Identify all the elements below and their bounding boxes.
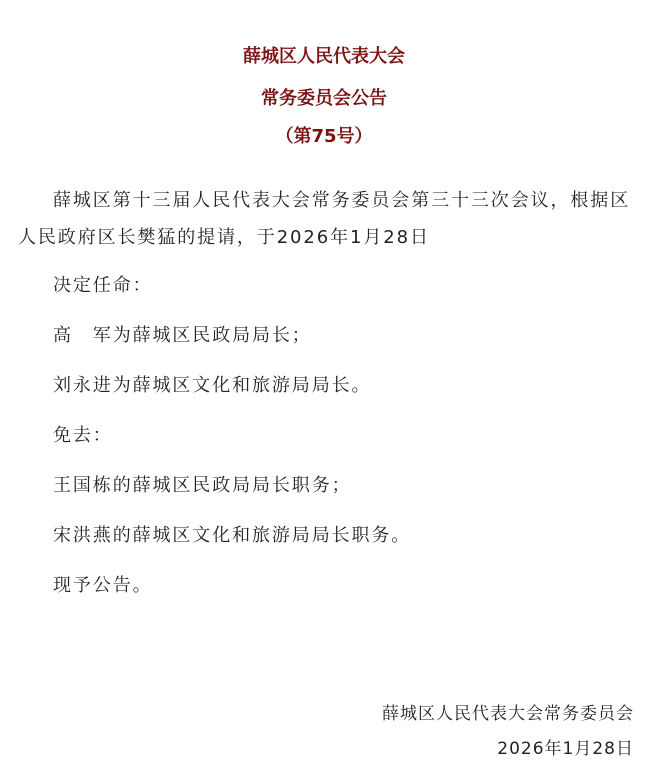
signature-date: 2026年1月28日 <box>497 739 634 759</box>
announcement-title: 常务委员会公告 <box>261 88 387 109</box>
dismissal-item: 王国栋的薛城区民政局局长职务； <box>53 475 352 496</box>
announcement-title-org: 薛城区人民代表大会 <box>243 46 405 67</box>
appoint-label: 决定任命： <box>53 275 153 296</box>
intro-paragraph: 薛城区第十三届人民代表大会常务委员会第三十三次会议，根据区人民政府区长樊猛的提请，于2026年1月28日 <box>18 190 631 248</box>
closing-text: 现予公告。 <box>53 575 153 596</box>
appointment-item: 高 军为薛城区民政局局长； <box>53 325 312 346</box>
signature-issuer: 薛城区人民代表大会常务委员会 <box>382 704 634 724</box>
announcement-number: （第75号） <box>275 126 373 147</box>
dismissal-item: 宋洪燕的薛城区文化和旅游局局长职务。 <box>53 525 412 546</box>
dismiss-label: 免去： <box>53 425 113 446</box>
appointment-item: 刘永进为薛城区文化和旅游局局长。 <box>53 375 372 396</box>
